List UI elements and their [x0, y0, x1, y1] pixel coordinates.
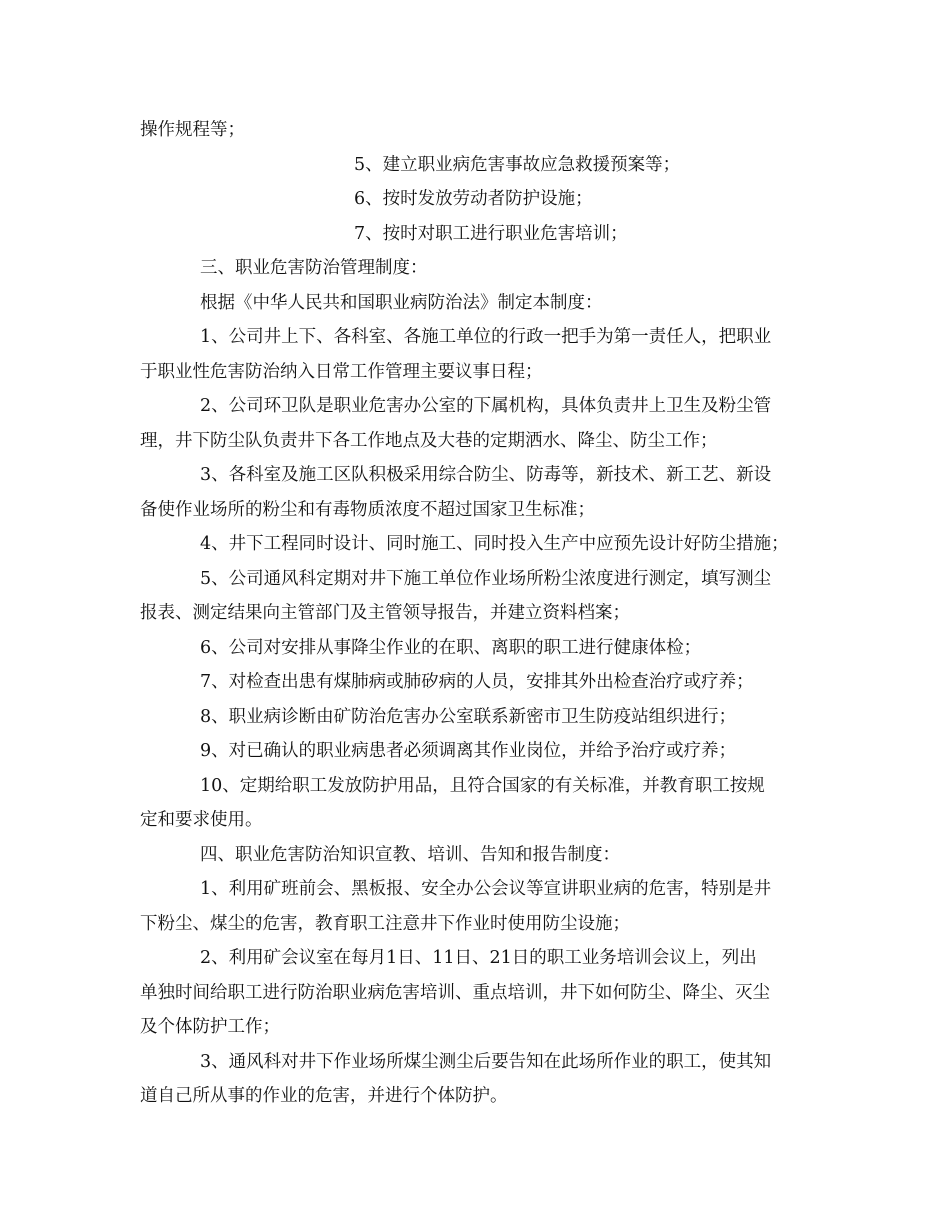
- list-item: 1、公司井上下、各科室、各施工单位的行政一把手为第一责任人，把职业: [200, 327, 772, 347]
- text-line: 备使作业场所的粉尘和有毒物质浓度不超过国家卫生标准；: [140, 499, 595, 520]
- list-item: 2、公司环卫队是职业危害办公室的下属机构，具体负责井上卫生及粉尘管: [200, 396, 772, 416]
- section-heading: 四、职业危害防治知识宣教、培训、告知和报告制度：: [200, 844, 620, 865]
- text-line: 理，井下防尘队负责井下各工作地点及大巷的定期洒水、降尘、防尘工作；: [140, 430, 718, 451]
- text-line: 报表、测定结果向主管部门及主管领导报告，并建立资料档案；: [140, 603, 630, 623]
- list-item: 2、利用矿会议室在每月1日、11日、21日的职工业务培训会议上，列出: [200, 948, 757, 968]
- list-item: 9、对已确认的职业病患者必须调离其作业岗位，并给予治疗或疗养；: [200, 741, 737, 761]
- text-line: 下粉尘、煤尘的危害，教育职工注意井下作业时使用防尘设施；: [140, 913, 630, 934]
- text-line: 操作规程等；: [140, 120, 245, 140]
- paragraph: 根据《中华人民共和国职业病防治法》制定本制度：: [200, 292, 603, 313]
- list-item: 5、公司通风科定期对井下施工单位作业场所粉尘浓度进行测定，填写测尘: [200, 568, 772, 589]
- text-line: 道自己所从事的作业的危害，并进行个体防护。: [140, 1086, 508, 1106]
- list-item: 8、职业病诊断由矿防治危害办公室联系新密市卫生防疫站组织进行；: [200, 706, 737, 727]
- text-line: 于职业性危害防治纳入日常工作管理主要议事日程；: [140, 361, 543, 382]
- text-line: 及个体防护工作；: [140, 1017, 280, 1037]
- list-item: 10、定期给职工发放防护用品，且符合国家的有关标准，并教育职工按规: [200, 775, 765, 796]
- list-item: 6、按时发放劳动者防护设施；: [354, 189, 593, 209]
- text-line: 定和要求使用。: [140, 810, 263, 830]
- list-item: 5、建立职业病危害事故应急救援预案等；: [354, 154, 681, 175]
- list-item: 7、对检查出患有煤肺病或肺矽病的人员，安排其外出检查治疗或疗养；: [200, 672, 754, 692]
- section-heading: 三、职业危害防治管理制度：: [200, 258, 428, 278]
- list-item: 3、各科室及施工区队积极采用综合防尘、防毒等，新技术、新工艺、新设: [200, 465, 772, 485]
- text-line: 单独时间给职工进行防治职业病危害培训、重点培训，井下如何防尘、降尘、灭尘: [140, 982, 770, 1003]
- list-item: 1、利用矿班前会、黑板报、安全办公会议等宣讲职业病的危害，特别是井: [200, 879, 772, 899]
- list-item: 4、井下工程同时设计、同时施工、同时投入生产中应预先设计好防尘措施；: [200, 534, 789, 554]
- list-item: 3、通风科对井下作业场所煤尘测尘后要告知在此场所作业的职工，使其知: [200, 1051, 772, 1072]
- list-item: 7、按时对职工进行职业危害培训；: [354, 223, 628, 244]
- document-body: [140, 113, 820, 1114]
- list-item: 6、公司对安排从事降尘作业的在职、离职的职工进行健康体检；: [200, 637, 702, 658]
